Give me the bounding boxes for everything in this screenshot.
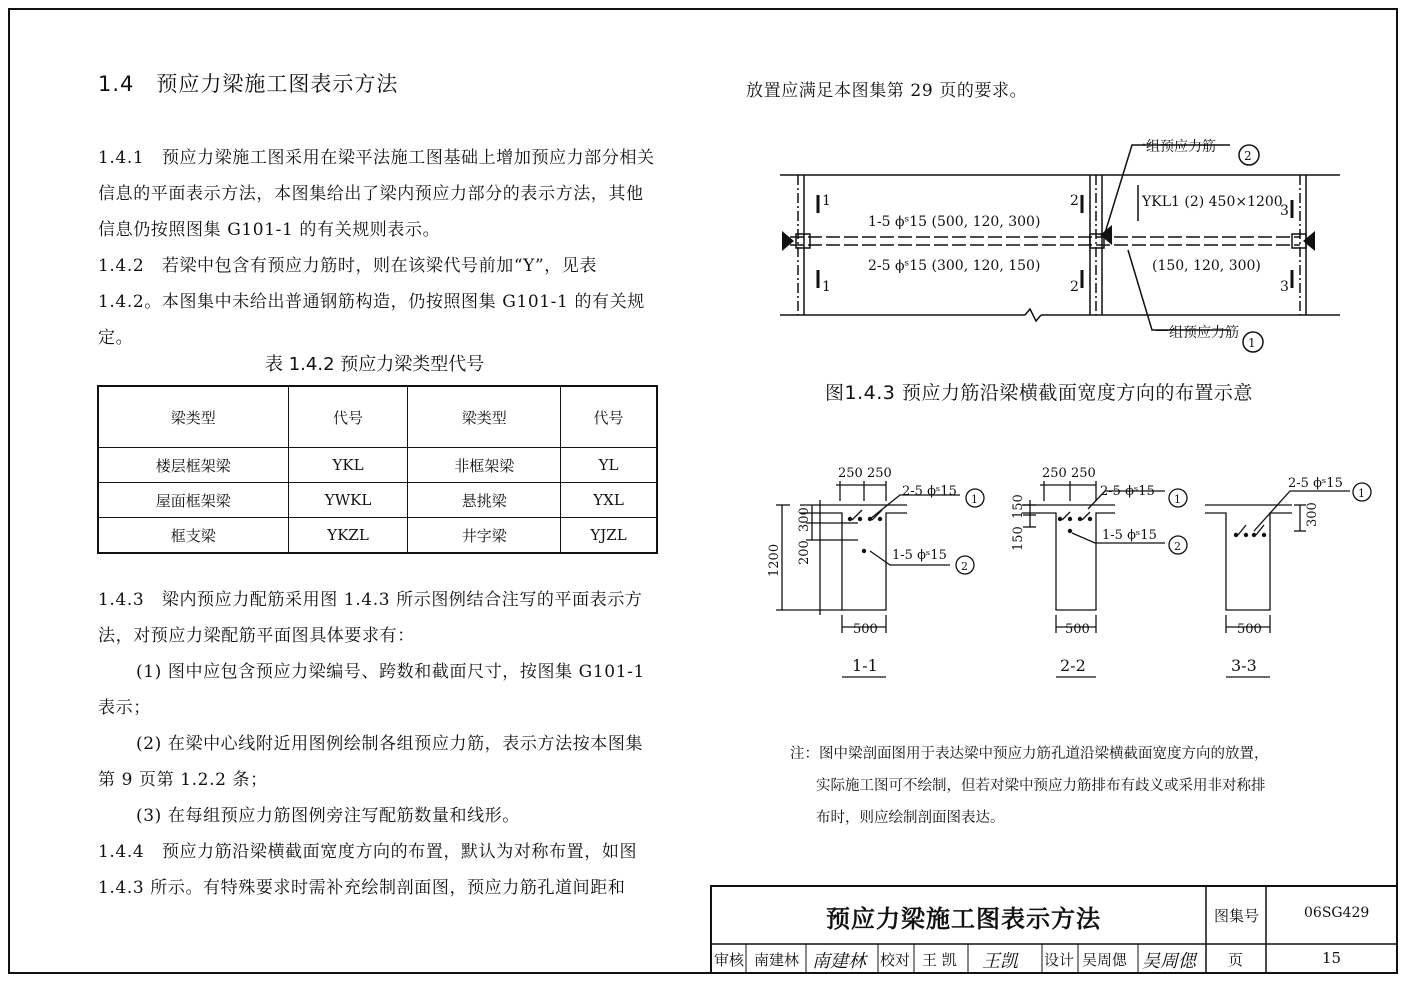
para-1-4-1: 1.4.1 预应力梁施工图采用在梁平法施工图基础上增加预应力部分相关信息的平面表示方法，本图集给出了梁内预应力部分的表示方法，其他信息仍按照图集 G101-1 的有关规则表示。 xyxy=(98,148,655,240)
table-cell: YXL xyxy=(561,483,657,518)
group-2-label: 一组预应力筋 xyxy=(1132,139,1216,155)
check-label: 校对 xyxy=(880,951,911,969)
table-header: 梁类型 xyxy=(98,386,288,448)
table-cell: YL xyxy=(561,448,657,483)
table-header: 梁类型 xyxy=(408,386,561,448)
sec1-dim-1200: 1200 xyxy=(767,543,782,577)
sec1-top-dim: 250 250 xyxy=(838,466,892,481)
atlas-number: 06SG429 xyxy=(1304,905,1370,921)
sec1-circle-1: 1 xyxy=(971,493,978,506)
table-cell: YKZL xyxy=(288,518,408,554)
para-1-4-2: 1.4.2 若梁中包含有预应力筋时，则在该梁代号前加“Y”，见表 1.4.2。本图集中未给出普通钢筋构造，仍按照图集 G101-1 的有关规定。 xyxy=(98,256,645,348)
beam-sections-figure xyxy=(760,455,1380,695)
reviewer-name: 南建林 xyxy=(754,951,800,969)
sec1-circle-2: 2 xyxy=(961,560,968,573)
note-line-3: 布时，则应绘制剖面图表达。 xyxy=(816,810,1005,826)
note-line-1: 注：图中梁剖面图用于表达梁中预应力筋孔道沿梁横截面宽度方向的放置， xyxy=(790,746,1269,762)
table-cell: 框支梁 xyxy=(98,518,288,554)
table-cell: YJZL xyxy=(561,518,657,554)
designer-signature: 吴周偲 xyxy=(1142,951,1196,972)
right-profile-label: (150, 120, 300) xyxy=(1152,258,1261,274)
table-header: 代号 xyxy=(288,386,408,448)
section-mark-2: 2 xyxy=(1070,279,1079,295)
circle-mark-2: 2 xyxy=(1244,149,1252,163)
tendon-bottom-label: 2-5 ϕˢ15 (300, 120, 150) xyxy=(868,258,1041,274)
section-mark-3: 3 xyxy=(1280,279,1289,295)
para-item-2: (2) 在梁中心线附近用图例绘制各组预应力筋，表示方法按本图集第 9 页第 1.2.2 条； xyxy=(98,734,644,790)
sec1-tendon-label-2: 1-5 ϕˢ15 xyxy=(892,548,947,563)
design-label: 设计 xyxy=(1044,951,1075,969)
sec2-tendon-label-2: 1-5 ϕˢ15 xyxy=(1102,528,1157,543)
section-mark-2: 2 xyxy=(1070,193,1079,209)
para-continued: 放置应满足本图集第 29 页的要求。 xyxy=(746,81,1028,101)
sec1-dim-300: 300 xyxy=(797,507,812,532)
sec3-tendon-label-1: 2-5 ϕˢ15 xyxy=(1288,476,1343,491)
title-block xyxy=(710,885,1398,974)
table-row xyxy=(98,483,657,518)
table-row xyxy=(98,518,657,554)
table-cell: 非框架梁 xyxy=(408,448,561,483)
designer-name: 吴周偲 xyxy=(1082,951,1128,969)
para-1-4-4: 1.4.4 预应力筋沿梁横截面宽度方向的布置，默认为对称布置，如图 1.4.3 所示。有特殊要求时需补充绘制剖面图，预应力筋孔道间距和 xyxy=(98,842,638,898)
table-cell: 楼层框架梁 xyxy=(98,448,288,483)
sec1-dim-200: 200 xyxy=(797,540,812,565)
group-1-label: 一组预应力筋 xyxy=(1155,325,1239,341)
checker-signature: 王凯 xyxy=(982,951,1018,972)
beam-type-table xyxy=(97,385,658,554)
figure-caption: 图1.4.3 预应力筋沿梁横截面宽度方向的布置示意 xyxy=(825,382,1253,404)
section-mark-3: 3 xyxy=(1280,203,1289,219)
section-3-3 xyxy=(1205,483,1371,677)
beam-plan-figure xyxy=(760,125,1360,365)
sec3-width: 500 xyxy=(1237,622,1262,637)
sec3-name: 3-3 xyxy=(1231,656,1257,675)
sec2-width: 500 xyxy=(1065,622,1090,637)
sec2-top-dim: 250 250 xyxy=(1042,466,1096,481)
table-row xyxy=(98,448,657,483)
para-item-1: (1) 图中应包含预应力梁编号、跨数和截面尺寸，按图集 G101-1 表示； xyxy=(98,662,645,718)
sec2-name: 2-2 xyxy=(1060,656,1086,675)
sheet-title: 预应力梁施工图表示方法 xyxy=(826,905,1101,933)
section-mark-1: 1 xyxy=(822,279,831,295)
sec1-name: 1-1 xyxy=(852,656,878,675)
figure-note xyxy=(790,738,1350,834)
table-cell: YKL xyxy=(288,448,408,483)
para-item-3: (3) 在每组预应力筋图例旁注写配筋数量和线形。 xyxy=(136,806,520,826)
sec2-dim-150a: 150 xyxy=(1011,526,1026,551)
circle-mark-1: 1 xyxy=(1248,336,1256,350)
reviewer-signature: 南建林 xyxy=(812,951,866,972)
sec3-circle-1: 1 xyxy=(1358,487,1365,500)
page-label: 页 xyxy=(1228,951,1244,969)
sec3-dim-300: 300 xyxy=(1305,502,1320,527)
review-label: 审核 xyxy=(714,951,745,969)
section-mark-1: 1 xyxy=(822,193,831,209)
table-caption: 表 1.4.2 预应力梁类型代号 xyxy=(265,354,485,375)
para-1-4-3: 1.4.3 梁内预应力配筋采用图 1.4.3 所示图例结合注写的平面表示方法，对预应力梁配筋平面图具体要求有： xyxy=(98,590,643,646)
sec1-tendon-label-1: 2-5 ϕˢ15 xyxy=(902,484,957,499)
section-2-2 xyxy=(1022,481,1187,677)
sec2-circle-2: 2 xyxy=(1174,540,1181,553)
table-cell: YWKL xyxy=(288,483,408,518)
note-line-2: 实际施工图可不绘制，但若对梁中预应力筋排布有歧义或采用非对称排 xyxy=(816,778,1266,794)
table-header: 代号 xyxy=(561,386,657,448)
table-cell: 悬挑梁 xyxy=(408,483,561,518)
sec2-tendon-label-1: 2-5 ϕˢ15 xyxy=(1100,484,1155,499)
tendon-top-label: 1-5 ϕˢ15 (500, 120, 300) xyxy=(868,214,1041,230)
page-number: 15 xyxy=(1322,949,1342,967)
section-heading: 1.4 预应力梁施工图表示方法 xyxy=(98,72,399,96)
checker-name: 王 凯 xyxy=(922,951,957,969)
sec2-dim-150b: 150 xyxy=(1011,494,1026,519)
atlas-label: 图集号 xyxy=(1214,907,1260,925)
table-header-row xyxy=(98,386,657,448)
sec1-width: 500 xyxy=(853,622,878,637)
table-cell: 屋面框架梁 xyxy=(98,483,288,518)
table-cell: 井字梁 xyxy=(408,518,561,554)
beam-label: YKL1 (2) 450×1200 xyxy=(1142,194,1283,210)
sec2-circle-1: 1 xyxy=(1174,493,1181,506)
